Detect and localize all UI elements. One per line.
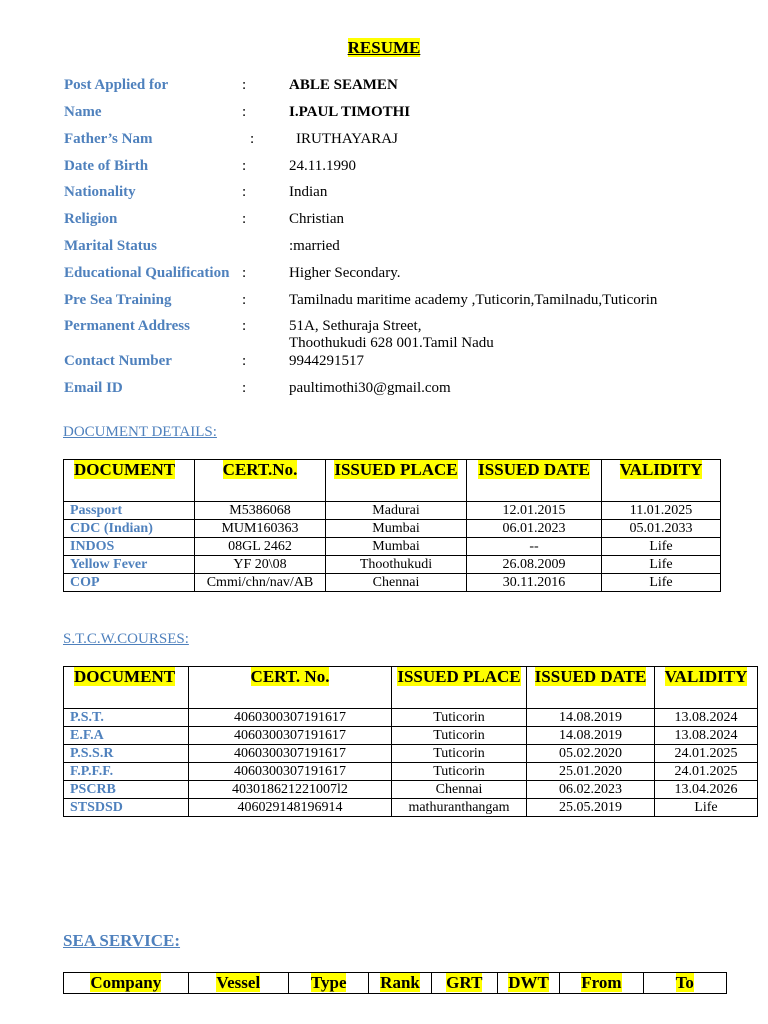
detail-colon: : (242, 184, 247, 200)
detail-value: Tamilnadu maritime academy ,Tuticorin,Tamilnadu,Tuticorin (289, 292, 658, 308)
detail-colon: : (250, 131, 255, 147)
table-cell: 13.08.2024 (655, 709, 758, 727)
table-cell: 406029148196914 (189, 799, 392, 817)
detail-colon: : (242, 77, 247, 93)
column-header (392, 667, 527, 709)
column-header (643, 973, 726, 994)
table-cell: 4060300307191617 (189, 727, 392, 745)
column-header-text: From (581, 973, 622, 992)
column-header (189, 667, 392, 709)
row-label-cell: P.S.T. (64, 709, 189, 727)
detail-label: Contact Number (64, 353, 172, 369)
table-cell: Life (602, 574, 721, 592)
column-header-text: Vessel (216, 973, 261, 992)
column-header-text: To (675, 973, 694, 992)
table-cell: 25.05.2019 (527, 799, 655, 817)
table-cell: 4060300307191617 (189, 709, 392, 727)
table-row (64, 799, 758, 817)
row-label-cell: PSCRB (64, 781, 189, 799)
detail-value: IRUTHAYARAJ (296, 131, 398, 147)
detail-row (0, 77, 768, 97)
detail-colon: : (242, 158, 247, 174)
column-header-text: Company (90, 973, 162, 992)
table-row (64, 520, 721, 538)
sea-service-heading: SEA SERVICE: (63, 931, 181, 950)
detail-value: 24.11.1990 (289, 158, 356, 174)
document-details-heading: DOCUMENT DETAILS: (63, 424, 217, 440)
table-cell: 14.08.2019 (527, 727, 655, 745)
detail-label: Name (64, 104, 102, 120)
table-cell: Tuticorin (392, 709, 527, 727)
table-cell: 11.01.2025 (602, 502, 721, 520)
table-cell: YF 20\08 (195, 556, 326, 574)
column-header-text: Rank (380, 973, 420, 992)
column-header-text: ISSUED PLACE (397, 667, 521, 686)
column-header-text: Type (310, 973, 347, 992)
table-row (64, 574, 721, 592)
table-cell: M5386068 (195, 502, 326, 520)
column-header-text: ISSUED DATE (478, 460, 590, 479)
table-cell: Mumbai (326, 538, 467, 556)
row-label-cell: Passport (64, 502, 195, 520)
detail-row (0, 238, 768, 258)
row-label-cell: COP (64, 574, 195, 592)
column-header (64, 973, 189, 994)
row-label-cell: Yellow Fever (64, 556, 195, 574)
detail-value: I.PAUL TIMOTHI (289, 104, 411, 120)
row-label-cell: INDOS (64, 538, 195, 556)
detail-label: Educational Qualification (64, 265, 230, 281)
column-header (289, 973, 369, 994)
column-header-text: VALIDITY (664, 667, 748, 686)
row-label-cell: STSDSD (64, 799, 189, 817)
table-cell: Madurai (326, 502, 467, 520)
table-row (64, 709, 758, 727)
table-cell: 12.01.2015 (467, 502, 602, 520)
detail-colon: : (242, 318, 247, 334)
column-header (369, 973, 431, 994)
detail-row (0, 131, 768, 151)
table-cell: 06.02.2023 (527, 781, 655, 799)
table-cell: Tuticorin (392, 763, 527, 781)
stcw-courses-heading: S.T.C.W.COURSES: (63, 631, 189, 647)
detail-label: Permanent Address (64, 318, 190, 334)
detail-row (0, 318, 768, 351)
stcw-courses-table (63, 666, 758, 817)
column-header-text: CERT.No. (222, 460, 298, 479)
table-row (64, 556, 721, 574)
column-header (64, 667, 189, 709)
table-cell: Life (602, 538, 721, 556)
detail-row (0, 353, 768, 373)
table-cell: 14.08.2019 (527, 709, 655, 727)
table-cell: Life (602, 556, 721, 574)
column-header (527, 667, 655, 709)
table-row (64, 727, 758, 745)
detail-row (0, 211, 768, 231)
column-header (497, 973, 559, 994)
detail-row (0, 158, 768, 178)
detail-value-line2: Thoothukudi 628 001.Tamil Nadu (289, 335, 494, 351)
table-cell: 26.08.2009 (467, 556, 602, 574)
column-header-text: DWT (508, 973, 549, 992)
detail-label: Father’s Nam (64, 131, 153, 147)
detail-label: Nationality (64, 184, 136, 200)
column-header (64, 460, 195, 502)
detail-value: Indian (289, 184, 328, 200)
detail-label: Pre Sea Training (64, 292, 172, 308)
table-row (64, 763, 758, 781)
detail-colon: : (242, 380, 247, 396)
detail-label: Marital Status (64, 238, 157, 254)
table-cell: Tuticorin (392, 745, 527, 763)
table-cell: 403018621221007l2 (189, 781, 392, 799)
table-cell: 06.01.2023 (467, 520, 602, 538)
column-header-text: ISSUED DATE (534, 667, 647, 686)
column-header (326, 460, 467, 502)
detail-row (0, 292, 768, 312)
table-cell: Tuticorin (392, 727, 527, 745)
column-header (467, 460, 602, 502)
table-cell: 24.01.2025 (655, 763, 758, 781)
row-label-cell: E.F.A (64, 727, 189, 745)
table-cell: 13.08.2024 (655, 727, 758, 745)
column-header (560, 973, 643, 994)
table-cell: Cmmi/chn/nav/AB (195, 574, 326, 592)
table-row (64, 538, 721, 556)
detail-value: 51A, Sethuraja Street, (289, 318, 422, 334)
detail-value: ABLE SEAMEN (289, 77, 398, 93)
table-cell: -- (467, 538, 602, 556)
column-header-text: GRT (446, 973, 483, 992)
column-header-text: CERT. No. (250, 667, 330, 686)
table-row (64, 502, 721, 520)
table-cell: Chennai (392, 781, 527, 799)
column-header (188, 973, 288, 994)
document-details-table (63, 459, 721, 592)
row-label-cell: CDC (Indian) (64, 520, 195, 538)
row-label-cell: F.P.F.F. (64, 763, 189, 781)
detail-row (0, 265, 768, 285)
table-row (64, 781, 758, 799)
detail-label: Religion (64, 211, 118, 227)
column-header-text: ISSUED PLACE (334, 460, 458, 479)
detail-colon: : (242, 353, 247, 369)
table-cell: mathuranthangam (392, 799, 527, 817)
table-cell: 05.02.2020 (527, 745, 655, 763)
table-cell: Mumbai (326, 520, 467, 538)
column-header (655, 667, 758, 709)
detail-label: Email ID (64, 380, 123, 396)
column-header (195, 460, 326, 502)
detail-value: paultimothi30@gmail.com (289, 380, 451, 396)
table-cell: 05.01.2033 (602, 520, 721, 538)
detail-row (0, 104, 768, 124)
detail-value: Higher Secondary. (289, 265, 401, 281)
detail-value: :married (289, 238, 340, 254)
table-cell: Life (655, 799, 758, 817)
detail-colon: : (242, 265, 247, 281)
detail-label: Post Applied for (64, 77, 169, 93)
column-header (431, 973, 497, 994)
column-header-text: DOCUMENT (74, 667, 176, 686)
table-cell: 13.04.2026 (655, 781, 758, 799)
detail-row (0, 380, 768, 400)
table-row (64, 745, 758, 763)
row-label-cell: P.S.S.R (64, 745, 189, 763)
table-cell: Thoothukudi (326, 556, 467, 574)
column-header-text: DOCUMENT (74, 460, 176, 479)
detail-colon: : (242, 292, 247, 308)
detail-row (0, 184, 768, 204)
table-cell: MUM160363 (195, 520, 326, 538)
detail-value: Christian (289, 211, 344, 227)
table-cell: Chennai (326, 574, 467, 592)
table-cell: 4060300307191617 (189, 745, 392, 763)
sea-service-table (63, 972, 727, 994)
detail-colon: : (242, 104, 247, 120)
detail-colon: : (242, 211, 247, 227)
column-header (602, 460, 721, 502)
detail-value: 9944291517 (289, 353, 364, 369)
resume-title: RESUME (347, 38, 421, 57)
table-cell: 4060300307191617 (189, 763, 392, 781)
table-cell: 30.11.2016 (467, 574, 602, 592)
detail-label: Date of Birth (64, 158, 149, 174)
table-cell: 25.01.2020 (527, 763, 655, 781)
table-cell: 08GL 2462 (195, 538, 326, 556)
column-header-text: VALIDITY (619, 460, 703, 479)
table-cell: 24.01.2025 (655, 745, 758, 763)
